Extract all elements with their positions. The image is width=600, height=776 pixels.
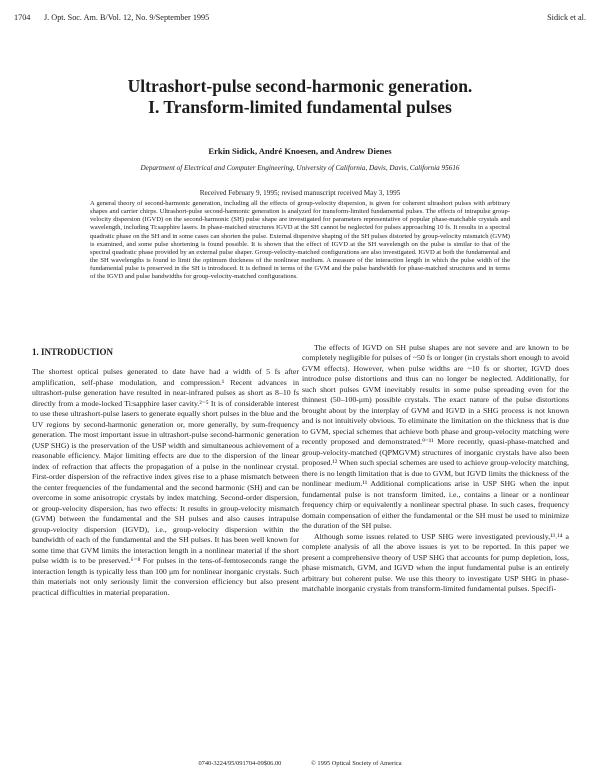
abstract: A general theory of second-harmonic generation, including all the effects of group-velocity dispersion, is given for coherent ultrashort pulses with arbitrary shapes and carrier chirps. Ultrashort-pulse second-harmonic generation is analyzed for transform-limited fundamental pulses. The effects of intrapulse group-velocity dispersion (IGVD) on the second-harmonic (SH) pulse shape are investigated for parameters representative of popular phase-matchable crystals and wavelength, including Ti:sapphire lasers. In phase-matched structures IGVD at the SH cannot be neglected for pulses approaching 10 fs. It results in a spectral quadratic phase on the SH and in some cases can shorten the pulse. External dispersive shaping of the SH pulses distorted by group-velocity mismatch (GVM) is examined, and some pulse shortening is found possible. It is shown that the effect of IGVD at the SH wavelength on the pulse is similar to that of the spectral quadratic phase provided by an external pulse shaper. Group-velocity-matched configurations are also investigated. IGVD at both the fundamental and the SH wavelengths is found to limit the optimum thickness of the nonlinear medium. A measure of the interaction length in which the pulse width of the fundamental pulse is preserved in the SH is introduced. It is defined in terms of the GVM and the pulse bandwidth for phase-matched structures and in terms of the IGVD and pulse bandwidths for group-velocity-matched configurations. xyxy=(90,200,510,281)
authors: Erkin Sidick, André Knoesen, and Andrew Dienes xyxy=(208,146,392,156)
title-line-2: I. Transform-limited fundamental pulses xyxy=(148,97,452,117)
copyright: © 1995 Optical Society of America xyxy=(310,760,402,767)
affiliation: Department of Electrical and Computer Engineering, University of California, Davis, Davis, California 95616 xyxy=(140,164,460,172)
article-code: 0740-3224/95/091704-09$06.00 xyxy=(198,760,282,767)
received-dates: Received February 9, 1995; revised manuscript received May 3, 1995 xyxy=(199,189,401,197)
page-footer xyxy=(0,760,600,767)
section-heading: 1. INTRODUCTION xyxy=(32,347,114,357)
left-column xyxy=(32,343,299,598)
running-authors: Sidick et al. xyxy=(547,13,586,22)
title-line-1: Ultrashort-pulse second-harmonic generation. xyxy=(127,76,473,96)
paper-title xyxy=(0,76,600,118)
running-header xyxy=(14,13,586,25)
journal-citation: J. Opt. Soc. Am. B/Vol. 12, No. 9/September 1995 xyxy=(44,13,210,22)
page-number: 1704 xyxy=(14,13,31,22)
body-paragraph: Although some issues related to USP SHG were investigated previously,¹³˒¹⁴ a complete analysis of all the above issues is yet to be reported. In this paper we present a comprehensive theory of USP SHG that accounts for pump depletion, loss, phase mismatch, GVM, and IGVD when the input fundamental pulse is an entirely arbitrary but coherent pulse. We use this theory to investigate USP SHG in phase-matchable inorganic crystals from transform-limited fundamental pulses. Specifi- xyxy=(302,531,569,594)
right-column xyxy=(302,343,569,595)
body-paragraph: The effects of IGVD on SH pulse shapes are not severe and are known to be completely negligible for pulses of ~50 fs or longer (in crystals short enough to avoid GVM effects). However, when pulse widths are ~10 fs or shorter, IGVD does introduce pulse distortions and thus can no longer be neglected. Additionally, for such short pulses GVM inevitably results in some pulse spreading even for the thinnest (50–100-μm) possible crystals. The exact nature of the pulse distortions brought about by the interplay of GVM and IGVD in a SHG process is not known and is not intuitively obvious. To eliminate the limitation on the thickness that is due to GVM, special schemes that achieve both phase and group-velocity matching were recently proposed and demonstrated.⁹⁻¹¹ More recently, quasi-phase-matched and group-velocity-matched (QPMGVM) structures of inorganic crystals have also been proposed.¹² When such special schemes are used to achieve group-velocity matching, there is no length limitation that is due to GVM, but IGVD limits the thickness of the nonlinear medium.¹¹ Additional complications arise in USP SHG when the input fundamental pulse is not transform limited, i.e., contains a linear or a nonlinear frequency chirp or equivalently a nonlinear spectral phase. In such cases, frequency domain compensation of either the fundamental or the SH must be used to minimize the duration of the SH pulse. xyxy=(302,343,569,531)
body-paragraph: The shortest optical pulses generated to date have had a width of 5 fs after amplification, self-phase modulation, and compression.¹ Recent advances in ultrashort-pulse generation have resulted in near-infrared pulses as short as 8–10 fs directly from a mode-locked Ti:sapphire laser cavity.²⁻⁵ It is of considerable interest to use these ultrashort-pulse lasers to generate equally short pulses in the blue and the UV regions by second-harmonic generation or, more generally, by sum-frequency generation. The most important issue in ultrashort-pulse second-harmonic generation (USP SHG) is the preservation of the USP width and simultaneous achievement of a reasonable efficiency. Major limiting effects are due to the dispersion of the linear index of refraction that affects the propagation of a pulse in the nonlinear crystal. First-order dispersion of the refractive index gives rise to a phase mismatch between the center frequencies of the fundamental and the second harmonic (SH) and can be overcome in some anisotropic crystals by index matching. Second-order dispersion, or group-velocity dispersion, has two effects: It results in group-velocity mismatch (GVM) between the fundamental and the SH pulses and also causes intrapulse group-velocity dispersion (IGVD), i.e., group-velocity dispersion within the bandwidth of each of the fundamental and the SH pulses. It has been well known for some time that GVM limits the interaction length in a nonlinear material if the short pulse width is to be preserved.⁶⁻⁸ For pulses in the tens-of-femtoseconds range the interaction length is typically less than 100 μm for nonlinear inorganic crystals. Such thin materials not only seriously limit the conversion efficiency but also present practical difficulties in material preparation. xyxy=(32,367,299,597)
